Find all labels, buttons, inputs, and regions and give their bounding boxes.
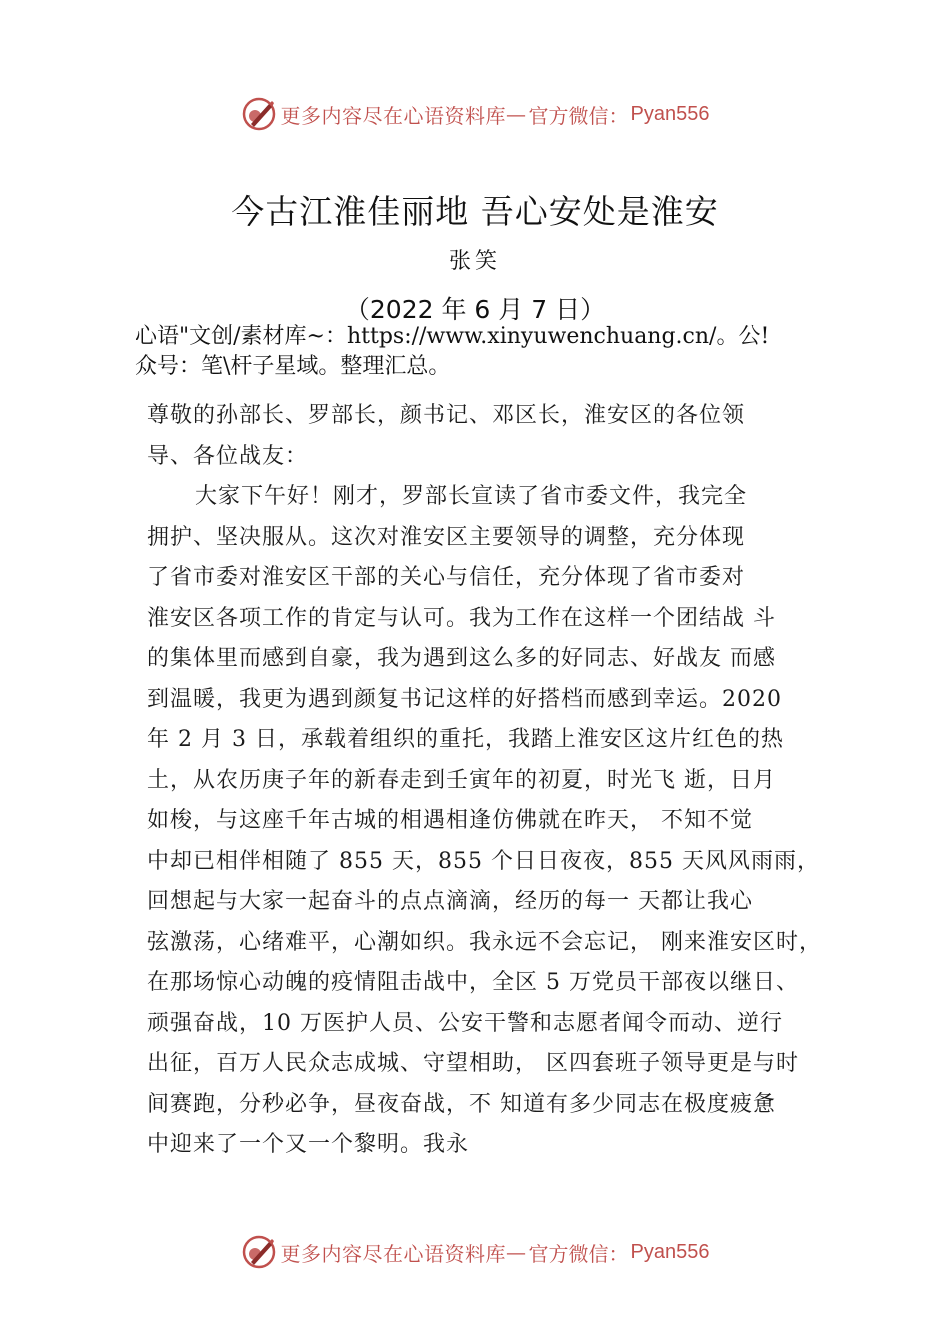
document-date: （2022 年 6 月 7 日） [344,295,606,324]
source-note [135,322,835,382]
header-banner [0,94,950,134]
body-line: 回想起与大家一起奋斗的点点滴滴，经历的每一 天都让我心 [147,889,753,914]
banner-text: 更多内容尽在心语资料库 [280,103,507,128]
body-line: 间赛跑，分秒必争，昼夜奋战，不 知道有多少同志在极度疲惫 [147,1091,776,1117]
body-line: 到温暖，我更为遇到颜复书记这样的好搭档而感到幸运。2020 [147,686,782,712]
body-line: 出征，百万人民众志成城、守望相助， 区四套班子领导更是与时 [147,1051,799,1076]
document-author: 张笑 [448,249,501,274]
body-line: 了省市委对淮安区干部的关心与信任，充分体现了省市委对 [147,565,746,590]
banner-dash: — [506,102,527,126]
pen-logo-icon [241,1234,277,1270]
body-line: 在那场惊心动魄的疫情阻击战中，全区 5 万党员干部夜以继日、 [147,970,799,995]
body-line: 中却已相伴相随了 855 天，855 个日日夜夜，855 天风风雨雨， [147,848,820,874]
document-body [147,396,847,1166]
banner-wechat-label: 官方微信： [528,103,629,128]
body-line: 土，从农历庚子年的新春走到壬寅年的初夏，时光飞 逝，日月 [147,767,776,793]
body-line: 弦激荡，心绪难平，心潮如织。我永远不会忘记， 刚来淮安区时， [147,929,822,955]
banner-wechat-id: Pyan556 [630,102,710,125]
body-line: 年 2 月 3 日，承载着组织的重托，我踏上淮安区这片红色的热 [147,727,784,752]
body-line: 的集体里而感到自豪，我为遇到这么多的好同志、好战友 而感 [147,646,776,671]
pen-logo-icon [241,96,277,132]
note-line: 众号：笔\杆子星域。整理汇总。 [135,354,451,379]
banner-wechat-id: Pyan556 [630,1240,710,1263]
banner-wechat-label: 官方微信： [528,1241,629,1266]
document-title: 今古江淮佳丽地 吾心安处是淮安 [231,192,719,231]
body-line: 中迎来了一个又一个黎明。我永 [147,1132,470,1157]
body-line: 导、各位战友： [147,443,309,469]
body-line: 淮安区各项工作的肯定与认可。我为工作在这样一个团结战 斗 [147,605,776,631]
body-line: 顽强奋战，10 万医护人员、公安干警和志愿者闻令而动、逆行 [147,1010,783,1036]
banner-text: 更多内容尽在心语资料库 [280,1241,507,1266]
body-line: 拥护、坚决服从。这次对淮安区主要领导的调整，充分体现 [147,524,746,550]
note-line: 心语"文创/素材库~：https://www.xinyuwenchuang.cn/。公! [135,324,770,349]
banner-dash: — [506,1240,527,1264]
body-line: 大家下午好！刚才，罗部长宣读了省市委文件，我完全 [195,484,748,509]
footer-banner [0,1232,950,1272]
body-line: 如梭，与这座千年古城的相遇相逢仿佛就在昨天， 不知不觉 [147,808,753,833]
body-line: 尊敬的孙部长、罗部长，颜书记、邓区长，淮安区的各位领 [147,403,746,428]
